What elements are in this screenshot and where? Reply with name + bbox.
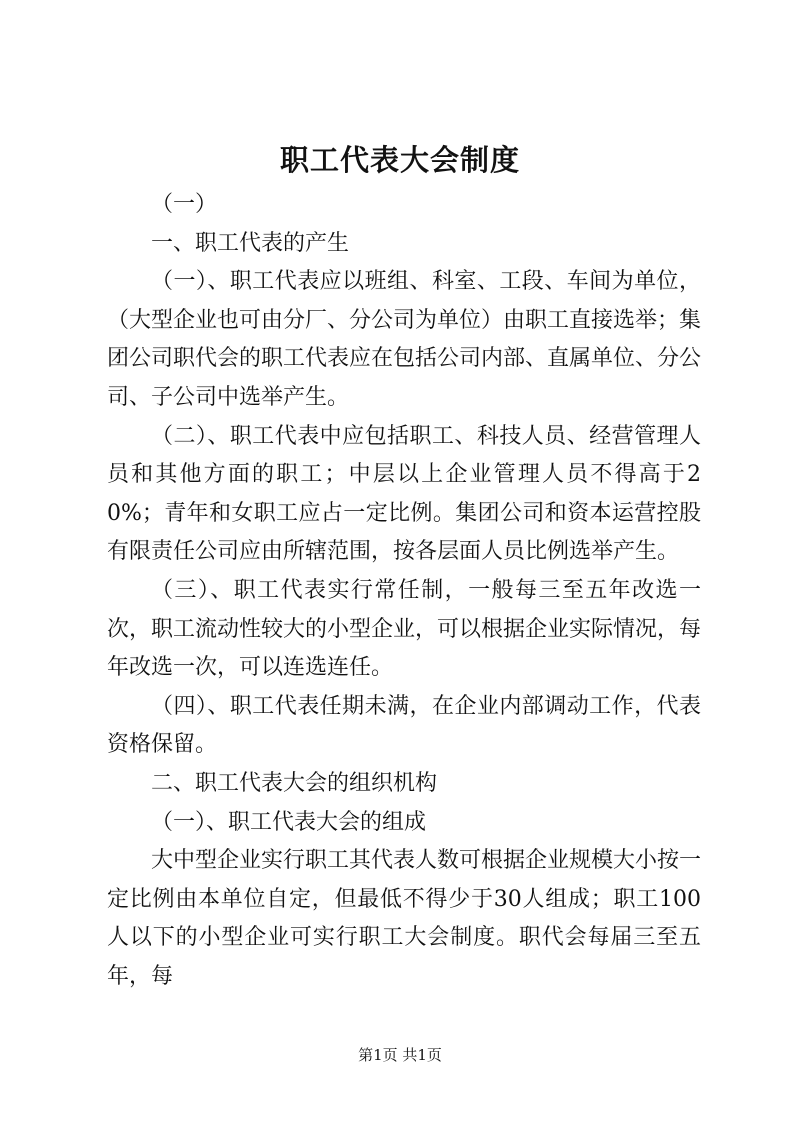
document-title: 职工代表大会制度 [279, 143, 520, 177]
page-footer: 第1页 共1页 [358, 1046, 442, 1064]
subheading-composition: （一）、职工代表大会的组成 [151, 809, 427, 835]
heading-section-one: 一、职工代表的产生 [151, 230, 350, 256]
heading-section-two: 二、职工代表大会的组织机构 [151, 770, 438, 796]
paragraph-composition: 大中型企业实行职工其代表人数可根据企业规模大小按一定比例由本单位自定，但最低不得少于30人组成；职工100人以下的小型企业可实行职工大会制度。职代会每届三至五年，每 [107, 848, 702, 989]
paragraph-item-3: （三）、职工代表实行常任制，一般每三至五年改选一次，职工流动性较大的小型企业，可以根据企业实际情况，每年改选一次，可以连选连任。 [107, 577, 702, 681]
paragraph-item-1: （一）、职工代表应以班组、科室、工段、车间为单位，（大型企业也可由分厂、分公司为单位）由职工直接选举；集团公司职代会的职工代表应在包括公司内部、直属单位、分公司、子公司中选举产生。 [107, 269, 702, 410]
paragraph-item-4: （四）、职工代表任期未满，在企业内部调动工作，代表资格保留。 [107, 693, 701, 758]
paragraph-item-2: （二）、职工代表中应包括职工、科技人员、经营管理人员和其他方面的职工；中层以上企业管理人员不得高于20%；青年和女职工应占一定比例。集团公司和资本运营控股有限责任公司应由所辖范围，按各层面人员比例选举产生。 [107, 423, 701, 565]
paragraph-section-number: （一） [151, 192, 218, 217]
document-body [107, 186, 701, 996]
